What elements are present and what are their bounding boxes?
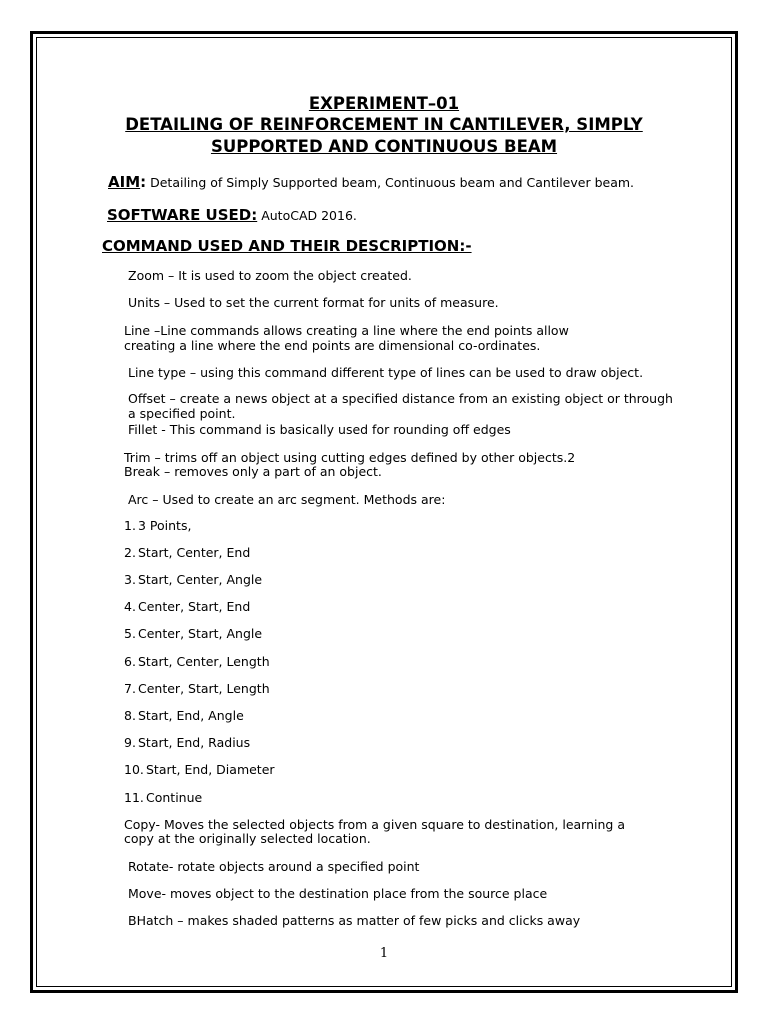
page-number: 1 [379, 946, 389, 961]
software-row [107, 205, 357, 224]
arc-method-item: 6. Start, Center, Length [124, 654, 270, 669]
command-units: Units – Used to set the current format for units of measure. [128, 295, 499, 310]
arc-method-item: 1. 3 Points, [124, 518, 192, 533]
software-text: AutoCAD 2016. [257, 208, 357, 223]
bullet-rotate: Rotate- rotate objects around a specified point [128, 859, 420, 874]
commands-heading: COMMAND USED AND THEIR DESCRIPTION:- [102, 237, 472, 255]
command-trim: Trim – trims off an object using cutting edges defined by other objects.2 [124, 450, 576, 465]
command-offset-2: a specified point. [128, 406, 236, 421]
arc-method-item: 7. Center, Start, Length [124, 681, 270, 696]
arc-method-item: 4. Center, Start, End [124, 599, 251, 614]
command-line-2: creating a line where the end points are dimensional co-ordinates. [124, 338, 541, 353]
arc-method-item: 2. Start, Center, End [124, 545, 251, 560]
bullet-copy-2: copy at the originally selected location. [124, 831, 371, 846]
bullet-copy-1: Copy- Moves the selected objects from a given square to destination, learning a [124, 817, 625, 832]
aim-text: Detailing of Simply Supported beam, Continuous beam and Cantilever beam. [146, 175, 635, 190]
command-linetype: Line type – using this command different type of lines can be used to draw object. [128, 365, 644, 380]
command-zoom: Zoom – It is used to zoom the object created. [128, 268, 412, 283]
experiment-title: EXPERIMENT–01 [308, 94, 460, 113]
command-line-1: Line –Line commands allows creating a line where the end points allow [124, 323, 569, 338]
arc-method-item: 5. Center, Start, Angle [124, 626, 263, 641]
document-title-line-1: DETAILING OF REINFORCEMENT IN CANTILEVER, SIMPLY [125, 115, 643, 134]
aim-colon: : [140, 173, 147, 191]
arc-method-item: 11. Continue [124, 790, 203, 805]
arc-method-item: 9. Start, End, Radius [124, 735, 251, 750]
arc-method-item: 8. Start, End, Angle [124, 708, 244, 723]
command-arc: Arc – Used to create an arc segment. Methods are: [128, 492, 446, 507]
document-title-line-2: SUPPORTED AND CONTINUOUS BEAM [210, 137, 558, 156]
arc-method-item: 3. Start, Center, Angle [124, 572, 263, 587]
aim-row [108, 172, 634, 191]
arc-method-item: 10. Start, End, Diameter [124, 762, 275, 777]
command-offset-1: Offset – create a news object at a specified distance from an existing object or through [128, 391, 673, 406]
command-break: Break – removes only a part of an object. [124, 464, 382, 479]
bullet-move: Move- moves object to the destination place from the source place [128, 886, 548, 901]
software-label: SOFTWARE USED: [107, 206, 258, 224]
aim-label: AIM [108, 173, 141, 191]
command-fillet: Fillet - This command is basically used for rounding off edges [128, 422, 511, 437]
bullet-bhatch: BHatch – makes shaded patterns as matter of few picks and clicks away [128, 913, 581, 928]
